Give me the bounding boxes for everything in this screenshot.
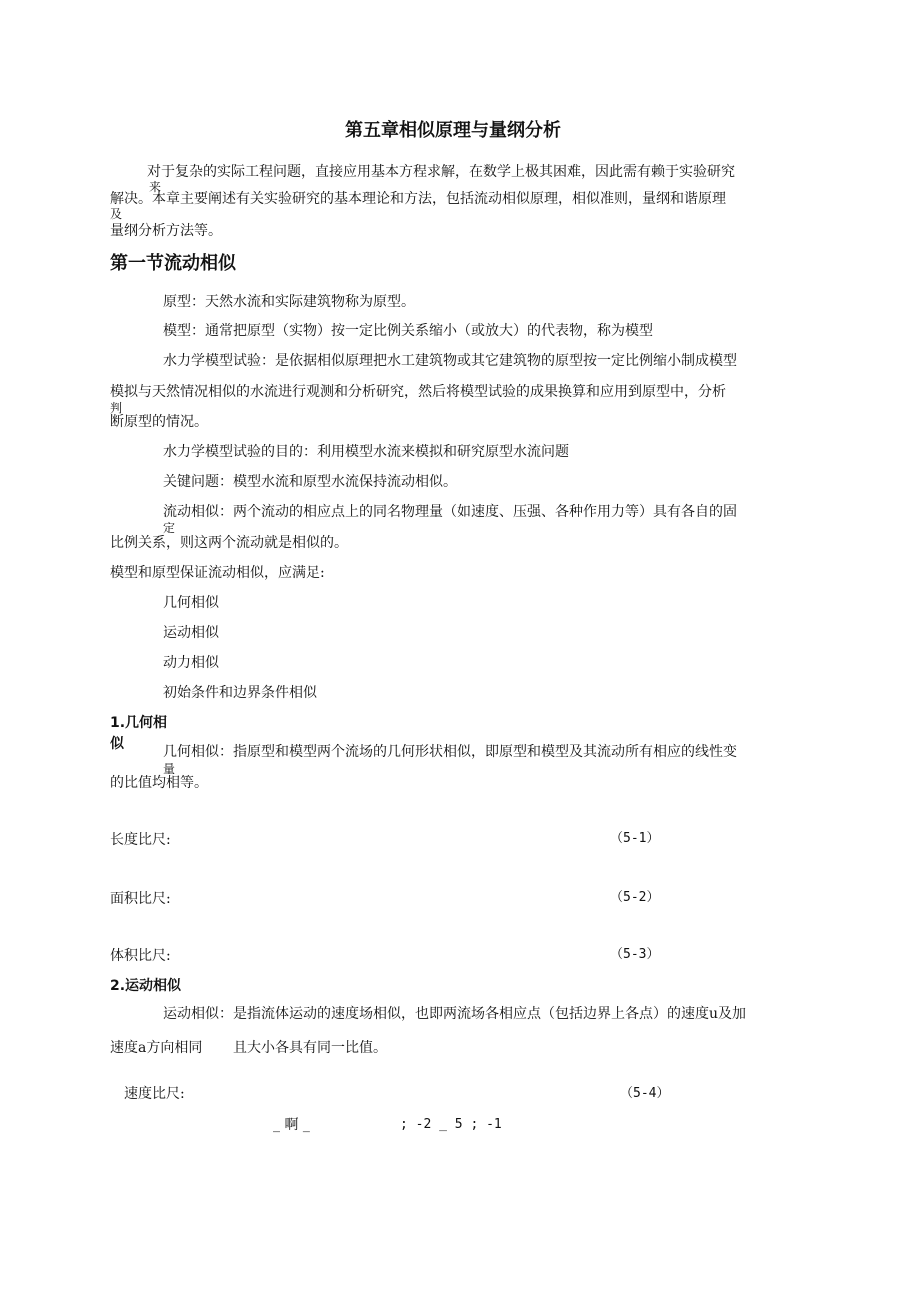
geometric-paragraph-overflow: 量 (163, 762, 176, 776)
intro-overflow-b: 及 (110, 207, 123, 221)
paragraph-test-line-3: 断原型的情况。 (110, 414, 208, 430)
paragraph-model: 模型：通常把原型（实物）按一定比例关系缩小（或放大）的代表物，称为模型 (163, 323, 653, 339)
subheading-geometric-a: 1.几何相 (110, 715, 168, 731)
geometric-paragraph-line-2: 的比值均相等。 (110, 775, 208, 791)
equation-number: （5-4） (620, 1086, 670, 1101)
intro-line-3: 量纲分析方法等。 (110, 223, 222, 239)
equation-number: （5-2） (610, 890, 660, 905)
intro-line-1: 对于复杂的实际工程问题，直接应用基本方程求解，在数学上极其困难，因此需有赖于实验研究 (147, 164, 735, 180)
intro-overflow-a: 来 (149, 180, 162, 194)
formula-label-volume: 体积比尺: (110, 948, 171, 964)
paragraph-purpose: 水力学模型试验的目的：利用模型水流来模拟和研究原型水流问题 (163, 444, 569, 460)
list-item: 动力相似 (163, 655, 219, 671)
paragraph-key: 关键问题：模型水流和原型水流保持流动相似。 (163, 474, 457, 490)
paragraph-test-line-1: 水力学模型试验：是依据相似原理把水工建筑物或其它建筑物的原型按一定比例缩小制成模型 (163, 353, 737, 369)
subheading-geometric-b: 似 (110, 736, 124, 752)
intro-line-2: 解决。本章主要阐述有关实验研究的基本理论和方法，包括流动相似原理，相似准则，量纲和谐原理 (110, 191, 726, 207)
paragraph-test-line-2: 模拟与天然情况相似的水流进行观测和分析研究，然后将模型试验的成果换算和应用到原型中，分析 (110, 384, 726, 400)
kinematic-paragraph-line-2a: 速度a方向相同 (110, 1040, 203, 1056)
geometric-paragraph-line-1: 几何相似：指原型和模型两个流场的几何形状相似，即原型和模型及其流动所有相应的线性变 (163, 744, 737, 760)
paragraph-similarity-overflow: 定 (163, 521, 176, 535)
paragraph-prototype: 原型：天然水流和实际建筑物称为原型。 (163, 294, 415, 310)
formula-fragment-b: ; -2 _ 5 ; -1 (400, 1117, 502, 1132)
formula-label-area: 面积比尺: (110, 891, 171, 907)
equation-number: （5-1） (610, 831, 660, 846)
section-heading: 第一节流动相似 (110, 253, 236, 274)
paragraph-similarity-line-2: 比例关系，则这两个流动就是相似的。 (110, 535, 348, 551)
equation-number: （5-3） (610, 947, 660, 962)
formula-label-length: 长度比尺: (110, 832, 171, 848)
kinematic-paragraph-line-1: 运动相似：是指流体运动的速度场相似，也即两流场各相应点（包括边界上各点）的速度u及加 (163, 1006, 747, 1022)
kinematic-paragraph-line-2b: 且大小各具有同一比值。 (233, 1040, 387, 1056)
paragraph-similarity-line-1: 流动相似：两个流动的相应点上的同名物理量（如速度、压强、各种作用力等）具有各自的固 (163, 504, 737, 520)
formula-fragment-a: _ 啊 _ (273, 1117, 310, 1133)
list-item: 运动相似 (163, 625, 219, 641)
subheading-kinematic: 2.运动相似 (110, 978, 182, 994)
paragraph-test-overflow: 判 (110, 401, 123, 415)
list-item: 初始条件和边界条件相似 (163, 685, 317, 701)
list-item: 几何相似 (163, 595, 219, 611)
paragraph-conditions: 模型和原型保证流动相似，应满足: (110, 565, 325, 581)
page-title: 第五章相似原理与量纲分析 (345, 120, 561, 141)
formula-label-velocity: 速度比尺: (124, 1086, 185, 1102)
